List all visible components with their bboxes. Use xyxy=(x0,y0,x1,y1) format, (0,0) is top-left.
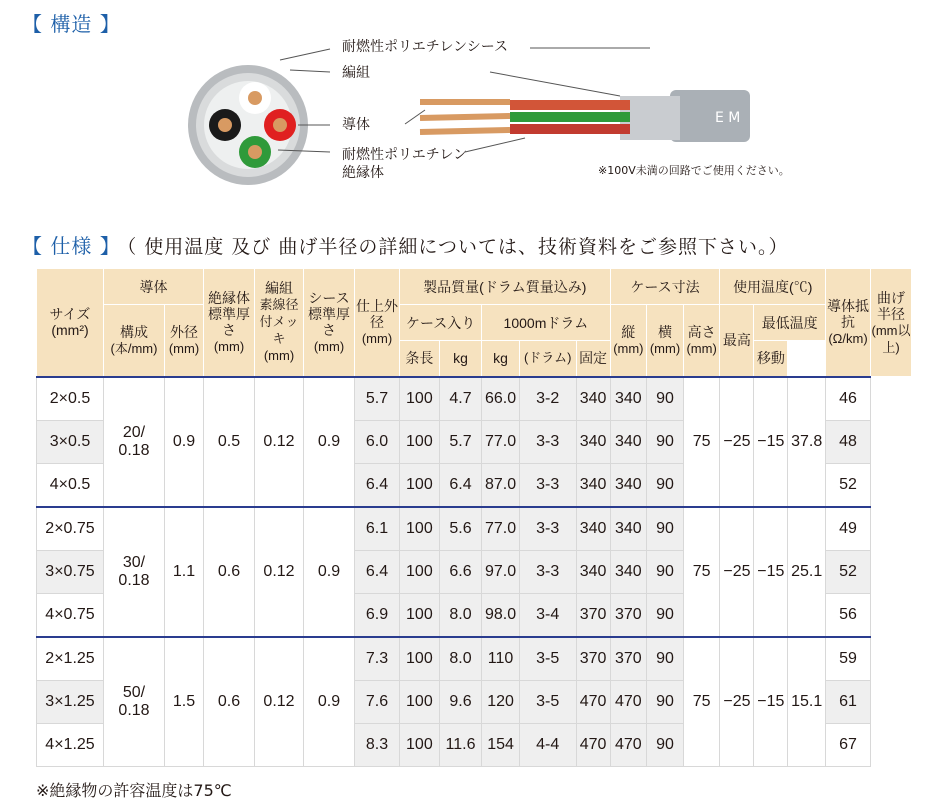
table-cell: 7.6 xyxy=(355,680,400,723)
table-cell: 340 xyxy=(610,550,647,593)
table-cell: 56 xyxy=(826,593,871,637)
table-cell: 90 xyxy=(647,723,684,766)
table-cell: 340 xyxy=(576,550,610,593)
label-sheath: 耐燃性ポリエチレンシース xyxy=(342,39,509,55)
table-cell: 0.9 xyxy=(165,377,204,507)
section-title-structure: 【 構造 】 xyxy=(22,12,121,36)
table-cell: 5.6 xyxy=(439,507,481,551)
table-cell: 154 xyxy=(482,723,520,766)
table-cell: −15 xyxy=(754,377,788,507)
table-cell: 90 xyxy=(647,377,684,421)
table-cell: 52 xyxy=(826,463,871,507)
table-cell: 15.1 xyxy=(788,637,826,767)
table-cell: 52 xyxy=(826,550,871,593)
table-cell: 100 xyxy=(400,507,440,551)
table-cell: 2×1.25 xyxy=(37,637,104,681)
table-cell: 6.0 xyxy=(355,420,400,463)
table-cell: 8.3 xyxy=(355,723,400,766)
table-cell: 0.9 xyxy=(304,377,355,507)
table-cell: 340 xyxy=(610,463,647,507)
table-cell: 370 xyxy=(576,637,610,681)
table-cell: 90 xyxy=(647,463,684,507)
label-braid: 編組 xyxy=(342,65,370,81)
table-cell: 0.9 xyxy=(304,507,355,637)
section-title-spec: 【 仕様 】 （ 使用温度 及び 曲げ半径の詳細については、技術資料をご参照下さい。） xyxy=(22,234,789,258)
table-cell: 100 xyxy=(400,680,440,723)
table-row xyxy=(37,637,912,681)
table-cell: 8.0 xyxy=(439,637,481,681)
table-cell: 5.7 xyxy=(355,377,400,421)
table-cell: 90 xyxy=(647,593,684,637)
table-cell: 87.0 xyxy=(482,463,520,507)
table-cell: 48 xyxy=(826,420,871,463)
table-cell: 4.7 xyxy=(439,377,481,421)
table-cell: −25 xyxy=(720,507,754,637)
table-cell: 20/ 0.18 xyxy=(104,377,165,507)
cable-diagram xyxy=(180,40,940,200)
table-cell: 4×1.25 xyxy=(37,723,104,766)
table-cell: 90 xyxy=(647,420,684,463)
table-cell: 2×0.75 xyxy=(37,507,104,551)
table-cell: 3-3 xyxy=(519,420,576,463)
svg-text:E M: E M xyxy=(715,110,741,126)
table-cell: 100 xyxy=(400,420,440,463)
table-cell: 340 xyxy=(610,420,647,463)
table-cell: 75 xyxy=(683,507,720,637)
spec-table: サイズ (mm²) 導体 絶縁体標準厚さ (mm) 編組 素線径付メッキ (mm) シース標準厚さ (mm) 仕上外径 (mm) 製品質量(ドラム質量込み) ケース寸法 使用温度(℃) 導体抵抗 (Ω/km) 曲げ半径 (mm以上) 構成 (本/mm) 外径 (mm) ケース入り 1000mドラム 縦 (mm) 横 (mm) 高さ (mm) 最高 最低温度 条長 kg kg (ドラム) 固定 移動 2×0.5 20/ 0.18 0.9 0.5 0.12 0.9 5.7 100 4.7 66.0 3-2 340 340 90 75 −25 −15 37.8 46 3×0.5 6.0 100 5.7 77.0 3-3 340 340 90 48 4×0.5 6.4 100 6.4 87.0 3-3 340 340 90 52 2×0.75 30/ 0.18 1.1 0.6 0.12 0.9 6.1 100 5.6 77.0 3-3 340 340 90 75 −25 −15 25.1 49 3×0.75 6.4 100 6.6 97.0 3-3 340 340 90 52 4×0.75 6.9 100 8.0 98.0 3-4 370 370 90 56 2×1.25 50/ 0.18 1.5 0.6 0.12 0.9 7.3 100 8.0 110 3-5 370 370 90 75 −25 −15 15.1 59 3×1.25 7.6 100 9.6 120 3-5 470 470 90 61 4×1.25 8.3 100 11.6 154 4-4 470 470 90 67 xyxy=(36,268,912,767)
table-cell: 90 xyxy=(647,680,684,723)
table-cell: 2×0.5 xyxy=(37,377,104,421)
label-conductor: 導体 xyxy=(342,117,370,133)
table-row xyxy=(37,377,912,421)
table-cell: 100 xyxy=(400,550,440,593)
table-cell: 67 xyxy=(826,723,871,766)
table-cell: 37.8 xyxy=(788,377,826,507)
table-cell: 100 xyxy=(400,463,440,507)
table-cell: 7.3 xyxy=(355,637,400,681)
table-cell: 340 xyxy=(576,463,610,507)
label-insulation-2: 絶縁体 xyxy=(342,165,384,181)
table-cell: 470 xyxy=(576,723,610,766)
table-cell: 470 xyxy=(610,680,647,723)
table-cell: 3×0.75 xyxy=(37,550,104,593)
table-cell: −25 xyxy=(720,377,754,507)
table-cell: 0.5 xyxy=(204,377,255,507)
table-cell: 0.12 xyxy=(255,507,304,637)
table-cell: 6.1 xyxy=(355,507,400,551)
table-cell: 0.12 xyxy=(255,377,304,507)
table-cell: 61 xyxy=(826,680,871,723)
table-cell: 100 xyxy=(400,723,440,766)
table-cell: 75 xyxy=(683,377,720,507)
table-cell: 110 xyxy=(482,637,520,681)
table-cell: 3-4 xyxy=(519,593,576,637)
table-cell: 1.5 xyxy=(165,637,204,767)
table-cell: 470 xyxy=(610,723,647,766)
table-cell: 25.1 xyxy=(788,507,826,637)
table-cell: 370 xyxy=(610,637,647,681)
table-cell: 6.9 xyxy=(355,593,400,637)
table-cell: 3-3 xyxy=(519,463,576,507)
table-cell: 340 xyxy=(610,507,647,551)
table-cell: 3×1.25 xyxy=(37,680,104,723)
table-cell: 3×0.5 xyxy=(37,420,104,463)
table-cell: 3-3 xyxy=(519,507,576,551)
table-cell: 77.0 xyxy=(482,507,520,551)
table-cell: 3-5 xyxy=(519,680,576,723)
table-cell: 340 xyxy=(576,420,610,463)
table-cell: 9.6 xyxy=(439,680,481,723)
table-cell: 3-5 xyxy=(519,637,576,681)
label-insulation-1: 耐燃性ポリエチレン xyxy=(342,147,468,163)
table-cell: −25 xyxy=(720,637,754,767)
table-cell: 100 xyxy=(400,377,440,421)
table-cell: 3-2 xyxy=(519,377,576,421)
diagram-note: ※100V未満の回路でご使用ください。 xyxy=(598,164,790,177)
table-cell: 90 xyxy=(647,507,684,551)
table-cell: 30/ 0.18 xyxy=(104,507,165,637)
table-cell: 340 xyxy=(576,507,610,551)
table-cell: 0.12 xyxy=(255,637,304,767)
table-cell: 370 xyxy=(576,593,610,637)
table-cell: 0.6 xyxy=(204,637,255,767)
table-cell: 3-3 xyxy=(519,550,576,593)
table-cell: 59 xyxy=(826,637,871,681)
table-cell: 0.9 xyxy=(304,637,355,767)
footnote: ※絶縁物の許容温度は75℃ xyxy=(36,781,232,800)
table-cell: 50/ 0.18 xyxy=(104,637,165,767)
table-cell: 75 xyxy=(683,637,720,767)
table-cell: −15 xyxy=(754,637,788,767)
table-cell: 6.4 xyxy=(355,550,400,593)
table-cell: 46 xyxy=(826,377,871,421)
table-cell: 90 xyxy=(647,637,684,681)
table-cell: 8.0 xyxy=(439,593,481,637)
table-cell: 470 xyxy=(576,680,610,723)
table-cell: 97.0 xyxy=(482,550,520,593)
table-cell: 4-4 xyxy=(519,723,576,766)
table-cell: 4×0.75 xyxy=(37,593,104,637)
table-cell: 5.7 xyxy=(439,420,481,463)
table-cell: 100 xyxy=(400,593,440,637)
table-cell: 90 xyxy=(647,550,684,593)
table-cell: 11.6 xyxy=(439,723,481,766)
table-cell: 370 xyxy=(610,593,647,637)
table-cell: 340 xyxy=(610,377,647,421)
table-cell: 100 xyxy=(400,637,440,681)
table-cell: 77.0 xyxy=(482,420,520,463)
table-cell: 6.4 xyxy=(439,463,481,507)
table-cell: 1.1 xyxy=(165,507,204,637)
table-cell: 0.6 xyxy=(204,507,255,637)
table-cell: 340 xyxy=(576,377,610,421)
table-cell: 120 xyxy=(482,680,520,723)
table-cell: 6.4 xyxy=(355,463,400,507)
table-cell: 66.0 xyxy=(482,377,520,421)
table-cell: 4×0.5 xyxy=(37,463,104,507)
table-cell: −15 xyxy=(754,507,788,637)
table-cell: 6.6 xyxy=(439,550,481,593)
table-cell: 98.0 xyxy=(482,593,520,637)
table-cell: 49 xyxy=(826,507,871,551)
table-row xyxy=(37,507,912,551)
